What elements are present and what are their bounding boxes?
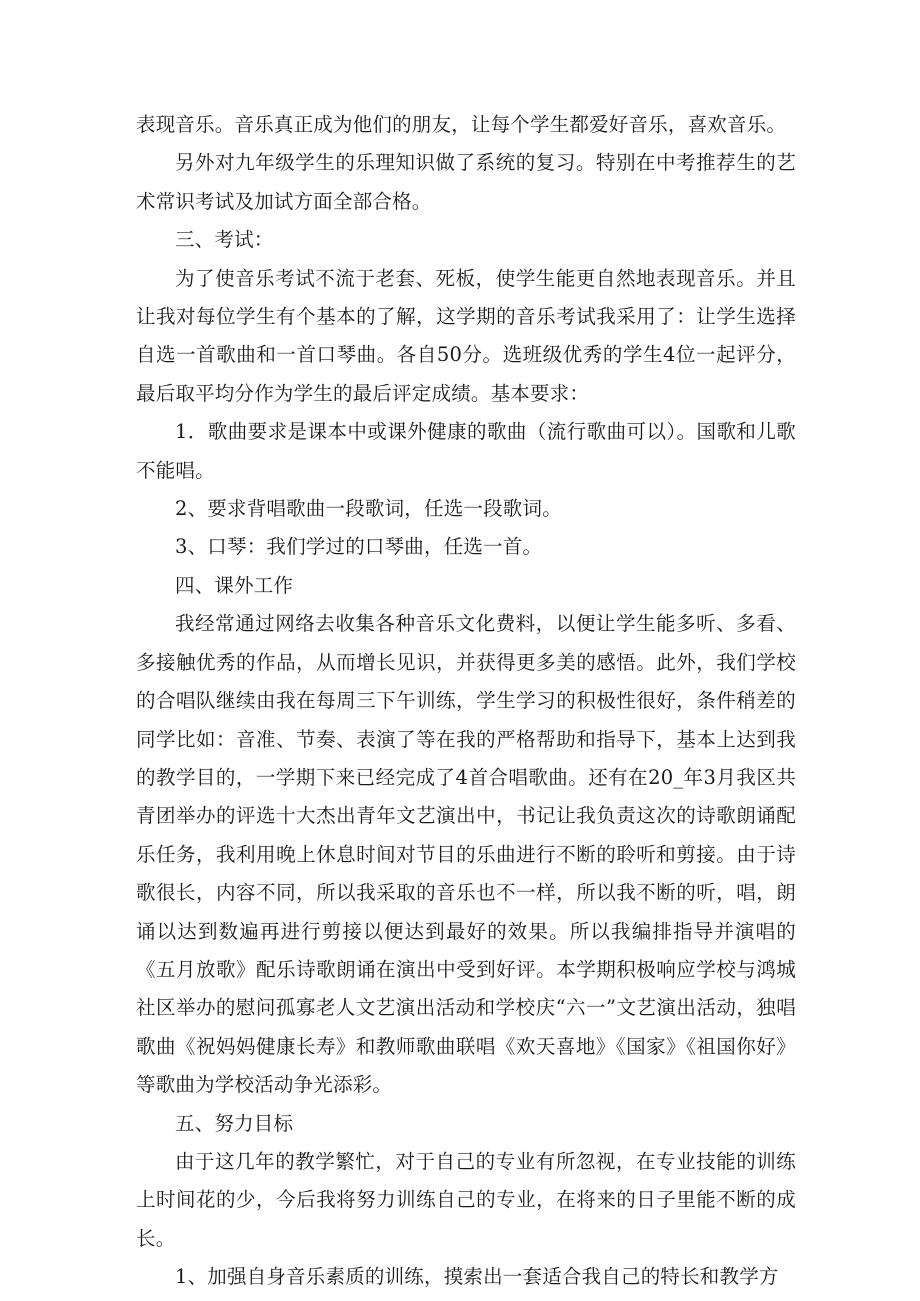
list-item-goal-1: 1、加强自身音乐素质的训练，摸索出一套适合我自己的特长和教学方 [175,1265,779,1289]
paragraph-exam-description: 为了使音乐考试不流于老套、死板，使学生能更自然地表现音乐。并且让我对每位学生有个基本的了解，这学期的音乐考试我采用了：让学生选择自选一首歌曲和一首口琴曲。各自50分。选班级优秀的学生4位一起评分，最后取平均分作为学生的最后评定成绩。基本要求： [136,266,796,405]
document-body [136,106,796,1297]
list-item-requirement-2: 2、要求背唱歌曲一段歌词，任选一段歌词。 [175,497,562,521]
section-heading-goals: 五、努力目标 [175,1111,294,1135]
list-item-requirement-1: 1．歌曲要求是课本中或课外健康的歌曲（流行歌曲可以）。国歌和儿歌不能唱。 [136,420,796,482]
paragraph-goals: 由于这几年的教学繁忙，对于自己的专业有所忽视，在专业技能的训练上时间花的少，今后我将努力训练自己的专业，在将来的日子里能不断的成长。 [136,1149,796,1250]
paragraph-extracurricular: 我经常通过网络去收集各种音乐文化费料，以便让学生能多听、多看、多接触优秀的作品，从而增长见识，并获得更多美的感悟。此外，我们学校的合唱队继续由我在每周三下午训练，学生学习的积极性很好，条件稍差的同学比如：音准、节奏、表演了等在我的严格帮助和指导下，基本上达到我的教学目的，一学期下来已经完成了4首合唱歌曲。还有在20_年3月我区共青团举办的评选十大杰出青年文艺演出中，书记让我负责这次的诗歌朗诵配乐任务，我利用晚上休息时间对节目的乐曲进行不断的聆听和剪接。由于诗歌很长，内容不同，所以我采取的音乐也不一样，所以我不断的听，唱，朗诵以达到数遍再进行剪接以便达到最好的效果。所以我编排指导并演唱的《五月放歌》配乐诗歌朗诵在演出中受到好评。本学期积极响应学校与鸿城社区举办的慰问孤寡老人文艺演出活动和学校庆“六一”文艺演出活动，独唱歌曲《祝妈妈健康长寿》和教师歌曲联唱《欢天喜地》《国家》《祖国你好》等歌曲为学校活动争光添彩。 [136,612,796,1097]
section-heading-exam: 三、考试： [175,228,274,252]
section-heading-extracurricular: 四、课外工作 [175,573,294,597]
paragraph-intro-continuation: 表现音乐。音乐真正成为他们的朋友，让每个学生都爱好音乐，喜欢音乐。 [136,113,787,136]
paragraph-review: 另外对九年级学生的乐理知识做了系统的复习。特别在中考推荐生的艺术常识考试及加试方面全部合格。 [136,151,796,213]
list-item-requirement-3: 3、口琴：我们学过的口琴曲，任选一首。 [175,535,543,559]
